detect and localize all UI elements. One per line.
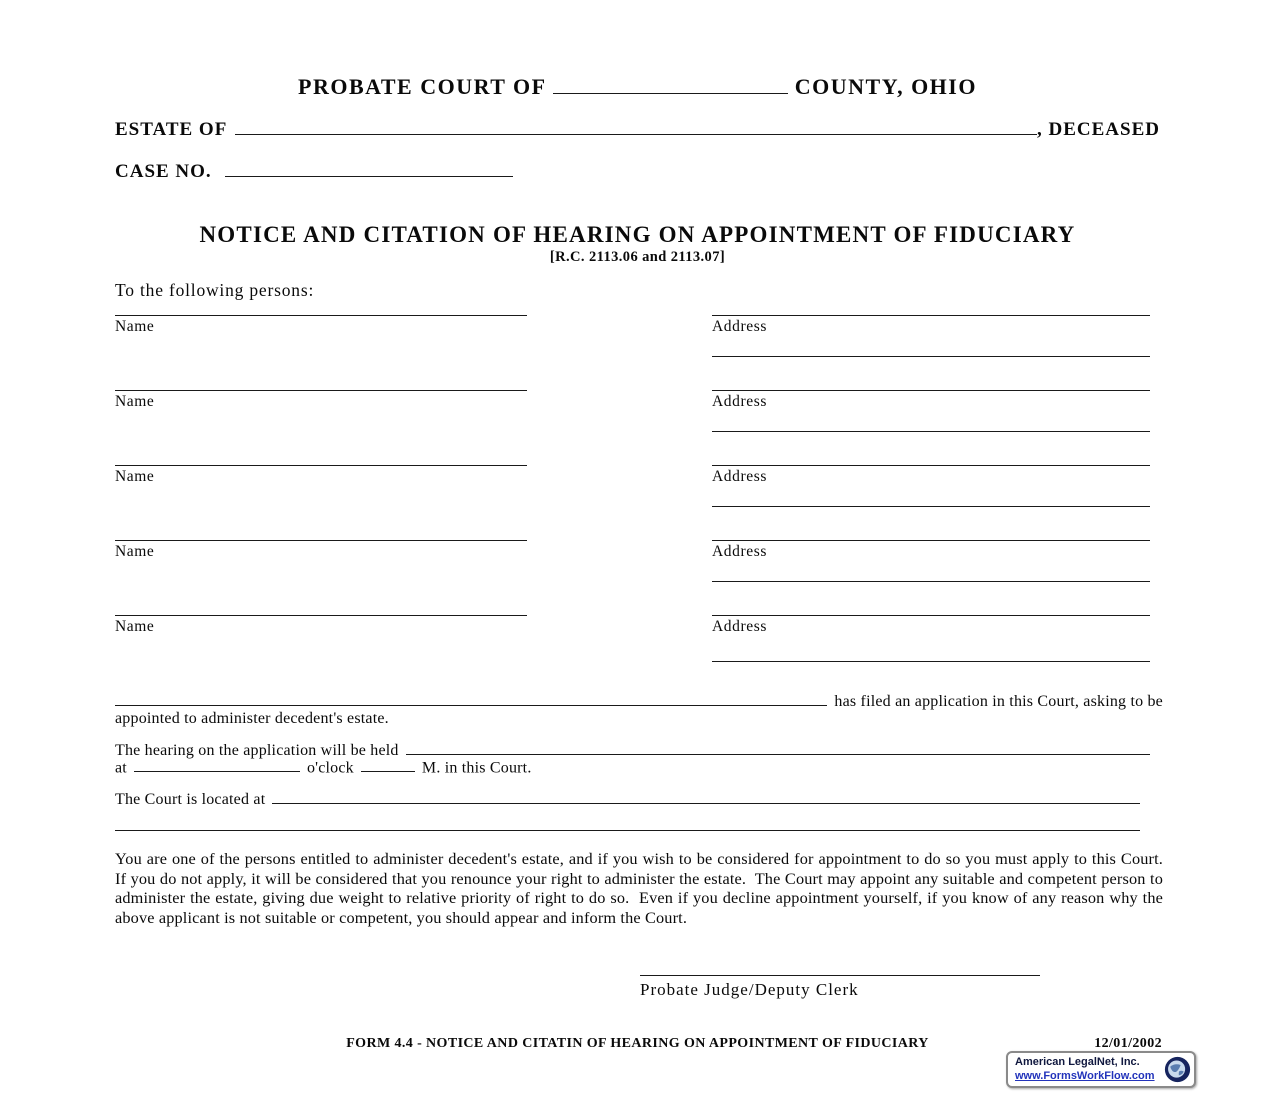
court-header-line	[0, 74, 1275, 100]
court-location-prefix: The Court is located at	[115, 791, 266, 809]
address-label: Address	[712, 543, 767, 560]
name-blank-field	[115, 615, 527, 616]
legalnet-badge-text	[1015, 1056, 1164, 1084]
hearing-ampm-blank-field	[361, 758, 415, 772]
application-sentence-line1	[115, 692, 1163, 711]
court-location-line	[115, 790, 1140, 809]
hearing-closing-text: M. in this Court.	[421, 759, 532, 777]
legalnet-badge	[1006, 1051, 1196, 1088]
case-number-blank-field	[225, 160, 513, 177]
name-label: Name	[115, 393, 155, 410]
estate-name-blank-field	[235, 118, 1037, 135]
address-blank-field	[712, 315, 1150, 316]
legalnet-company-name: American LegalNet, Inc.	[1015, 1055, 1140, 1068]
recipients-intro: To the following persons:	[115, 280, 315, 300]
address-blank-field	[712, 390, 1150, 391]
footer-date: 12/01/2002	[1094, 1036, 1162, 1051]
name-label: Name	[115, 318, 155, 335]
footer-form-title: FORM 4.4 - NOTICE AND CITATIN OF HEARING ON APPOINTMENT OF FIDUCIARY	[346, 1036, 929, 1051]
application-sentence-line2: appointed to administer decedent's estate.	[115, 710, 389, 727]
address-label: Address	[712, 618, 767, 635]
signature-blank-field	[640, 975, 1040, 976]
applicant-name-blank-field	[115, 692, 827, 706]
address-label: Address	[712, 393, 767, 410]
name-blank-field	[115, 465, 527, 466]
address-blank-field-line2	[712, 431, 1150, 432]
name-label: Name	[115, 618, 155, 635]
name-label: Name	[115, 468, 155, 485]
address-blank-field-line2	[712, 356, 1150, 357]
estate-line	[115, 118, 1160, 141]
name-blank-field	[115, 540, 527, 541]
court-header-suffix: COUNTY, OHIO	[794, 74, 977, 99]
signature-label: Probate Judge/Deputy Clerk	[640, 980, 859, 999]
address-blank-field	[712, 615, 1150, 616]
court-location-blank-field-line2	[115, 830, 1140, 831]
address-label: Address	[712, 318, 767, 335]
estate-label: ESTATE OF	[115, 119, 228, 141]
address-blank-field-line2	[712, 581, 1150, 582]
address-label: Address	[712, 468, 767, 485]
county-blank-field	[553, 74, 788, 94]
globe-icon	[1164, 1056, 1191, 1083]
notice-paragraph: You are one of the persons entitled to administer decedent's estate, and if you wish to be considered for appointment to do so you must apply to this Court. If you do not apply, it will be considered that you renounce your right to administer the estate. The Court may appoint any suitable and competent person to administer the estate, giving due weight to relative priority of right to do so. Even if you decline appointment yourself, if you know of any reason why the above applicant is not suitable or competent, you should appear and inform the Court.	[115, 849, 1172, 927]
name-label: Name	[115, 543, 155, 560]
court-location-blank-field	[272, 790, 1140, 804]
address-blank-field	[712, 465, 1150, 466]
statute-reference: [R.C. 2113.06 and 2113.07]	[549, 249, 726, 265]
address-blank-field-line2	[712, 506, 1150, 507]
hearing-sentence-line2	[115, 758, 532, 777]
case-number-label: CASE NO.	[115, 161, 212, 183]
name-blank-field	[115, 390, 527, 391]
legalnet-url-link[interactable]: www.FormsWorkFlow.com	[1015, 1069, 1155, 1082]
case-number-line	[115, 160, 513, 183]
address-blank-field-line2	[712, 661, 1150, 662]
hearing-oclock-word: o'clock	[306, 759, 354, 777]
hearing-at-word: at	[115, 759, 127, 777]
hearing-time-blank-field	[134, 758, 300, 772]
hearing-sentence-prefix: The hearing on the application will be held	[115, 742, 399, 760]
application-sentence-text: has filed an application in this Court, asking to be	[834, 693, 1163, 711]
name-blank-field	[115, 315, 527, 316]
hearing-date-blank-field	[406, 741, 1150, 755]
deceased-label: , DECEASED	[1037, 119, 1160, 141]
address-blank-field	[712, 540, 1150, 541]
document-title: NOTICE AND CITATION OF HEARING ON APPOINTMENT OF FIDUCIARY	[199, 222, 1076, 247]
court-header-prefix: PROBATE COURT OF	[298, 74, 546, 99]
